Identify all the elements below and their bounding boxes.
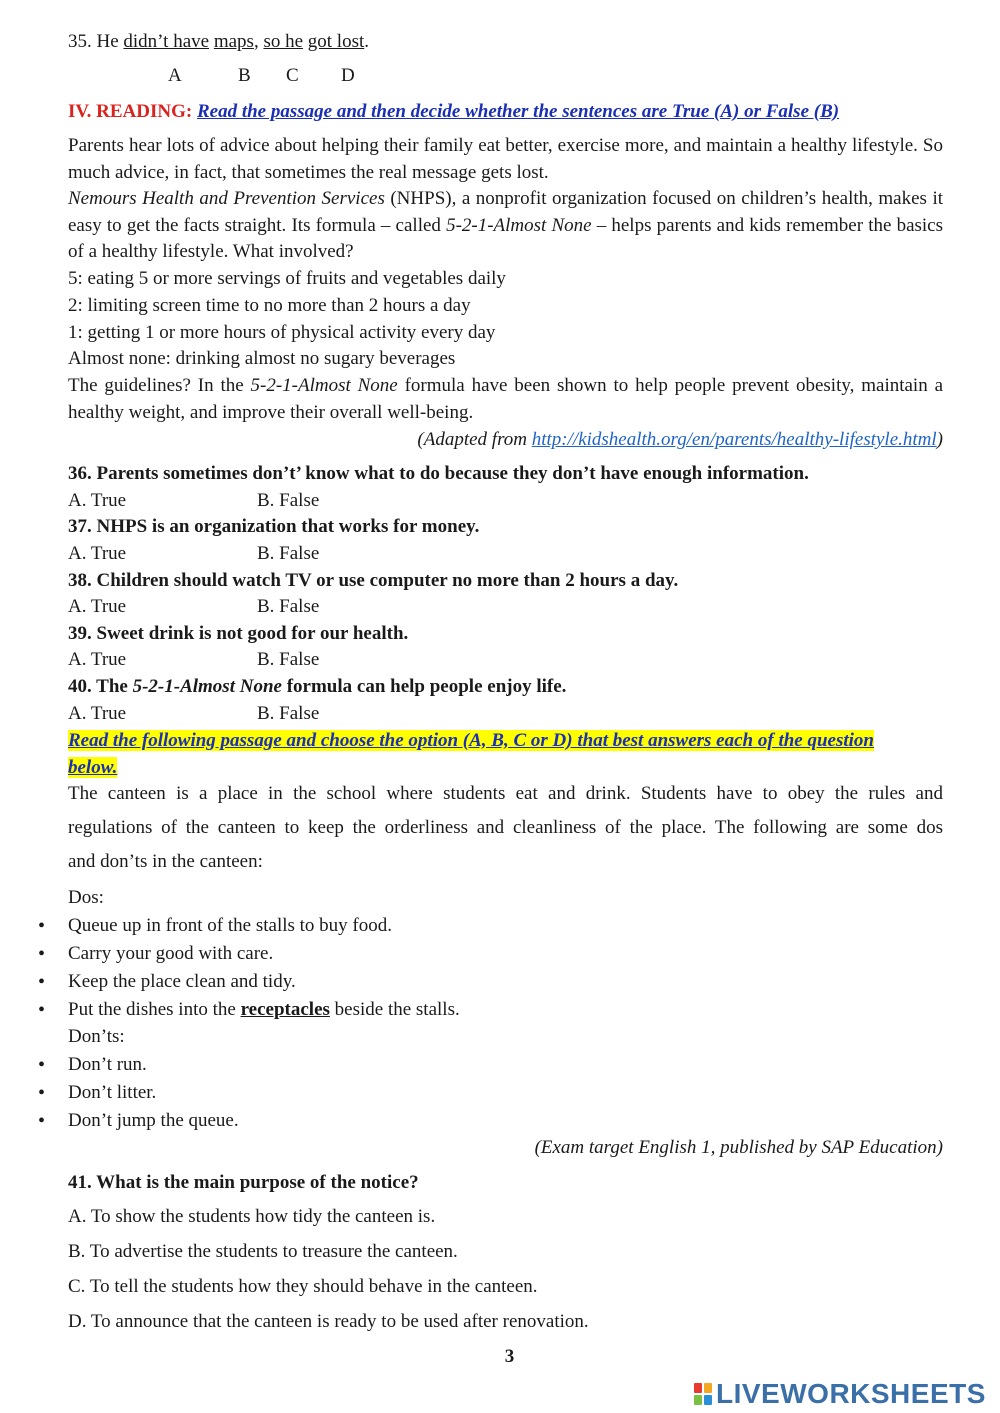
option-false[interactable]: B. False	[257, 649, 320, 670]
question-38: 38. Children should watch TV or use computer no more than 2 hours a day.	[68, 570, 679, 591]
question-40: 40. The 5-2-1-Almost None formula can help people enjoy life.	[68, 676, 567, 697]
liveworksheets-logo	[694, 1378, 986, 1410]
segment-b: maps	[213, 31, 254, 52]
section-heading	[68, 99, 839, 125]
option-b[interactable]: B. To advertise the students to treasure the canteen.	[68, 1241, 458, 1262]
bullet-icon: •	[38, 915, 46, 937]
passage-source: (Adapted from http://kidshealth.org/en/parents/healthy-lifestyle.html)	[417, 429, 943, 450]
logo-text: LIVEWORKSHEETS	[716, 1378, 986, 1409]
list-item: Almost none: drinking almost no sugary beverages	[68, 348, 456, 369]
option-d[interactable]: D. To announce that the canteen is ready to be used after renovation.	[68, 1311, 589, 1332]
option-true[interactable]: A. True	[68, 596, 127, 617]
list-item: 2: limiting screen time to no more than 2 hours a day	[68, 295, 471, 316]
question-39: 39. Sweet drink is not good for our health.	[68, 623, 409, 644]
segment-d: got lost	[307, 31, 365, 52]
bullet-icon: •	[38, 1110, 46, 1132]
option-false[interactable]: B. False	[257, 543, 320, 564]
answer-options	[68, 541, 320, 567]
list-item: 1: getting 1 or more hours of physical activity every day	[68, 322, 496, 343]
bullet-icon: •	[38, 971, 46, 993]
answer-options	[68, 701, 320, 727]
option-c[interactable]: C. To tell the students how they should behave in the canteen.	[68, 1276, 538, 1297]
keyword: receptacles	[240, 999, 330, 1020]
dos-label: Dos:	[68, 887, 104, 908]
segment-a: didn’t have	[123, 31, 210, 52]
bullet-icon: •	[38, 1054, 46, 1076]
bullet-icon: •	[38, 999, 46, 1021]
option-false[interactable]: B. False	[257, 703, 320, 724]
passage-paragraph-2: Nemours Health and Prevention Services (NHPS), a nonprofit organization focused on children’s health, makes it easy to get the facts straight. Its formula – called 5-2-1-Almost None – helps parents and kids remember the basics of a healthy lifestyle. What involved?	[68, 188, 944, 262]
question-35: 35. He didn’t have maps, so he got lost.	[68, 31, 369, 52]
question-41: 41. What is the main purpose of the notice?	[68, 1172, 419, 1193]
option-true[interactable]: A. True	[68, 543, 127, 564]
dos-item: Put the dishes into the receptacles beside the stalls.	[68, 999, 460, 1020]
donts-item: Don’t litter.	[68, 1082, 157, 1103]
dos-item: Keep the place clean and tidy.	[68, 971, 296, 992]
bullet-icon: •	[38, 1082, 46, 1104]
passage-paragraph-3: The guidelines? In the 5-2-1-Almost None formula have been shown to help people prevent obesity, maintain a healthy weight, and improve their overall well-being.	[68, 375, 943, 423]
option-false[interactable]: B. False	[257, 490, 320, 511]
label-c: C	[286, 65, 299, 86]
label-d: D	[341, 65, 355, 86]
option-false[interactable]: B. False	[257, 596, 320, 617]
answer-options	[68, 488, 320, 514]
dos-item: Queue up in front of the stalls to buy food.	[68, 915, 393, 936]
segment-c: so he	[263, 31, 304, 52]
label-a: A	[168, 65, 182, 86]
mc-instruction-line-2: below.	[68, 757, 118, 778]
mc-instruction-line-1: Read the following passage and choose the option (A, B, C or D) that best answers each of the question	[68, 730, 874, 751]
dos-item: Carry your good with care.	[68, 943, 274, 964]
option-a[interactable]: A. To show the students how tidy the canteen is.	[68, 1206, 436, 1227]
question-36: 36. Parents sometimes don’t’ know what to do because they don’t have enough information.	[68, 463, 809, 484]
passage-source: (Exam target English 1, published by SAP Education)	[534, 1137, 943, 1158]
label-b: B	[238, 65, 251, 86]
donts-label: Don’ts:	[68, 1026, 125, 1047]
canteen-intro-line-2: regulations of the canteen to keep the orderliness and cleanliness of the place. The following are some dos	[68, 817, 943, 838]
canteen-intro-line-3: and don’ts in the canteen:	[68, 851, 263, 872]
section-instruction: Read the passage and then decide whether the sentences are True (A) or False (B)	[196, 101, 840, 122]
bullet-icon: •	[38, 943, 46, 965]
answer-options	[68, 594, 320, 620]
page-number: 3	[504, 1346, 515, 1367]
donts-item: Don’t run.	[68, 1054, 147, 1075]
list-item: 5: eating 5 or more servings of fruits and vegetables daily	[68, 268, 506, 289]
option-true[interactable]: A. True	[68, 649, 127, 670]
logo-icon	[694, 1383, 712, 1405]
option-true[interactable]: A. True	[68, 490, 127, 511]
source-link[interactable]: http://kidshealth.org/en/parents/healthy-lifestyle.html	[531, 429, 937, 450]
option-true[interactable]: A. True	[68, 703, 127, 724]
donts-item: Don’t jump the queue.	[68, 1110, 239, 1131]
canteen-intro-line-1: The canteen is a place in the school where students eat and drink. Students have to obey the rules and	[68, 783, 943, 804]
section-title: IV. READING:	[68, 101, 193, 122]
answer-options	[68, 647, 320, 673]
passage-paragraph-1: Parents hear lots of advice about helping their family eat better, exercise more, and maintain a healthy lifestyle. So much advice, in fact, that sometimes the real message gets lost.	[68, 135, 943, 183]
question-37: 37. NHPS is an organization that works for money.	[68, 516, 480, 537]
